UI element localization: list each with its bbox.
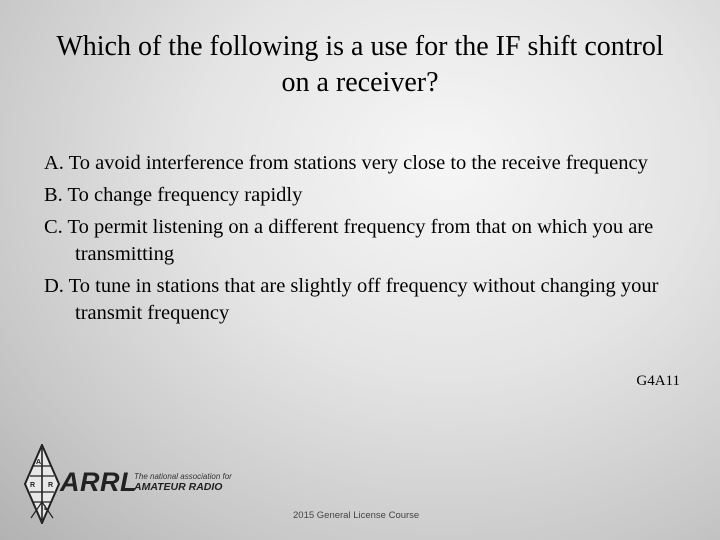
answer-c: C. To permit listening on a different frequency from that on which you are transmitting <box>44 216 654 265</box>
answer-a: A. To avoid interference from stations very close to the receive frequency <box>44 152 648 174</box>
logo-tagline-bold: AMATEUR RADIO <box>134 481 223 493</box>
arrl-diamond-emblem-icon <box>22 444 62 524</box>
svg-text:R: R <box>48 482 54 489</box>
answer-list <box>44 150 684 332</box>
arrl-wordmark: ARRL <box>60 467 137 497</box>
svg-text:R: R <box>30 482 36 489</box>
footer-course-label: 2015 General License Course <box>293 510 420 521</box>
answer-d: D. To tune in stations that are slightly off frequency without changing your transmit frequency <box>44 275 659 324</box>
question-title: Which of the following is a use for the IF shift control on a receiver? <box>56 31 664 98</box>
svg-text:A: A <box>36 459 42 466</box>
question-code: G4A11 <box>636 373 680 389</box>
logo-tagline: The national association for <box>134 472 232 481</box>
arrl-logo <box>22 444 237 524</box>
answer-b: B. To change frequency rapidly <box>44 184 303 206</box>
svg-text:L: L <box>44 505 49 512</box>
